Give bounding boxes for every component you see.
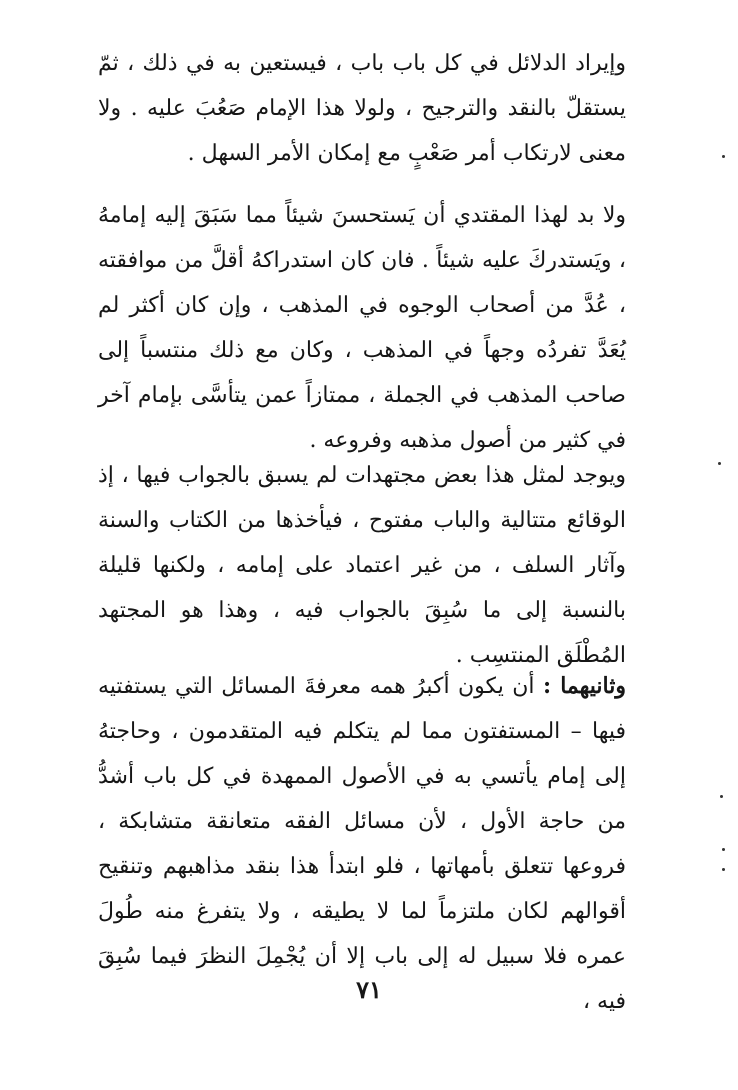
scan-speck	[722, 868, 725, 871]
paragraph-4-lead: وثانيهما :	[542, 673, 626, 699]
scan-speck	[720, 795, 723, 798]
scan-speck	[722, 848, 725, 851]
paragraph-1: وإيراد الدلائل في كل باب باب ، فيستعين به في ذلك ، ثمّ يستقلّ بالنقد والترجيح ، ولولا هذا الإمام صَعُبَ عليه . ولا معنى لارتكاب أمر صَعْبٍ مع إمكان الأمر السهل .	[98, 51, 626, 166]
paragraph-4-body: أن يكون أكبرُ همه معرفةَ المسائل التي يستفتيه فيها – المستفتون مما لم يتكلم فيه المتقدمون ، وحاجتهُ إلى إمام يأتسي به في الأصول الممهدة في كل باب أشدُّ من حاجة الأول ، لأن مسائل الفقه متعانقة متشابكة ، فروعها تتعلق بأمهاتها ، فلو ابتدأ هذا بنقد مذاهبهم وتنقيح أقوالهم لكان ملتزماً لما لا يطيقه ، ولا يتفرغ منه طُولَ عمره فلا سبيل له إلى باب إلا أن يُجْمِلَ النظرَ فيما سُبِقَ فيه ،	[98, 674, 626, 1014]
paragraph-2: ولا بد لهذا المقتدي أن يَستحسنَ شيئاً مما سَبَقَ إليه إمامهُ ، ويَستدركَ عليه شيئاً . فان كان استدراكهُ أقلَّ من موافقته ، عُدَّ من أصحاب الوجوه في المذهب ، وإن كان أكثر لم يُعَدَّ تفردُه وجهاً في المذهب ، وكان مع ذلك منتسباً إلى صاحب المذهب في الجملة ، ممتازاً عمن يتأسَّى بإمام آخر في كثير من أصول مذهبه وفروعه .	[98, 203, 626, 453]
paragraph-4	[98, 664, 626, 1024]
paragraph-3: ويوجد لمثل هذا بعض مجتهدات لم يسبق بالجواب فيها ، إذ الوقائع متتالية والباب مفتوح ، فيأخذها من الكتاب والسنة وآثار السلف ، من غير اعتماد على إمامه ، ولكنها قليلة بالنسبة إلى ما سُبِقَ بالجواب فيه ، وهذا هو المجتهد المُطْلَق المنتسِب .	[98, 463, 626, 668]
scan-speck	[722, 155, 725, 158]
scan-speck	[718, 462, 721, 465]
page-number: ٧١	[356, 975, 382, 1004]
